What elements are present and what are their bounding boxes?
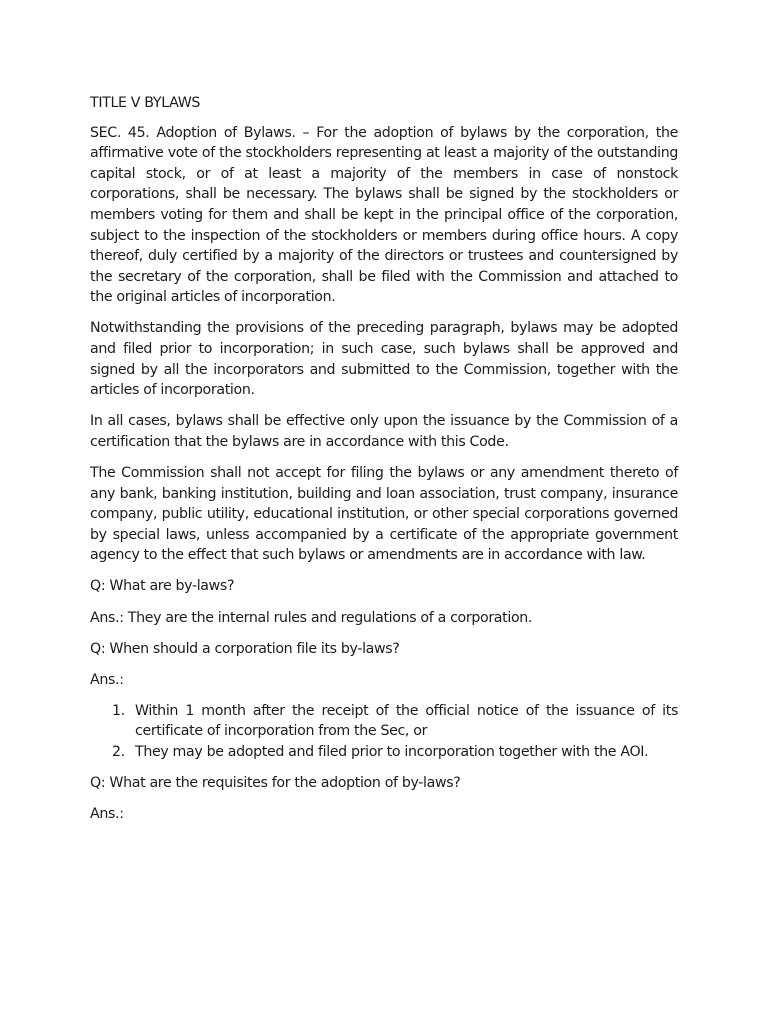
question-3: Q: What are the requisites for the adoption of by-laws? <box>90 775 461 792</box>
list-item <box>90 701 678 742</box>
document-title: TITLE V BYLAWS <box>90 95 201 111</box>
answer-1: Ans.: They are the internal rules and regulations of a corporation. <box>90 609 533 626</box>
paragraph-notwithstanding: Notwithstanding the provisions of the preceding paragraph, bylaws may be adopted and filed prior to incorporation; in such case, such bylaws shall be approved and signed by all the incorporators and submitted to the Commission, together with the articles of incorporation. <box>90 320 678 399</box>
list-item-text: They may be adopted and filed prior to incorporation together with the AOI. <box>135 744 649 761</box>
document-page <box>90 93 678 835</box>
answer-2-list <box>90 701 678 763</box>
list-item-text: Within 1 month after the receipt of the official notice of the issuance of its certificate of incorporation from the Sec, or <box>135 702 678 740</box>
paragraph-sec-45: SEC. 45. Adoption of Bylaws. – For the adoption of bylaws by the corporation, the affirmative vote of the stockholders representing at least a majority of the outstanding capital stock, or of at least a majority of the members in case of nonstock corporations, shall be necessary. The bylaws shall be signed by the stockholders or members voting for them and shall be kept in the principal office of the corporation, subject to the inspection of the stockholders or members during office hours. A copy thereof, duly certified by a majority of the directors or trustees and countersigned by the secretary of the corporation, shall be filed with the Commission and attached to the original articles of incorporation. <box>90 124 678 306</box>
list-item <box>90 742 678 763</box>
paragraph-in-all-cases: In all cases, bylaws shall be effective only upon the issuance by the Commission of a certification that the bylaws are in accordance with this Code. <box>90 413 678 450</box>
list-item-number: 1. <box>112 702 125 719</box>
answer-2-label: Ans.: <box>90 671 124 688</box>
question-1: Q: What are by-laws? <box>90 578 235 595</box>
question-2: Q: When should a corporation file its by-laws? <box>90 640 400 657</box>
answer-3-label: Ans.: <box>90 806 124 823</box>
list-item-number: 2. <box>112 744 125 761</box>
paragraph-commission-filing: The Commission shall not accept for filing the bylaws or any amendment thereto of any bank, banking institution, building and loan association, trust company, insurance company, public utility, educational institution, or other special corporations governed by special laws, unless accompanied by a certificate of the appropriate government agency to the effect that such bylaws or amendments are in accordance with law. <box>90 465 678 564</box>
